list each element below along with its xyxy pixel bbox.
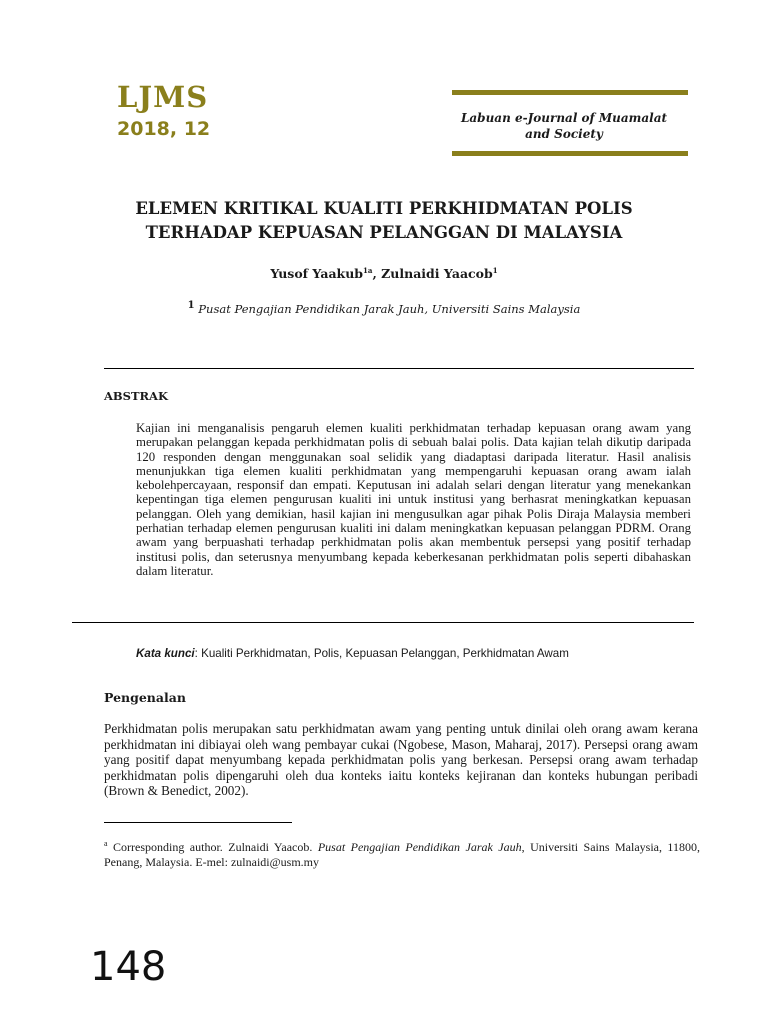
affiliation-text: Pusat Pengajian Pendidikan Jarak Jauh, Universiti Sains Malaysia — [198, 301, 581, 316]
abstract-heading: ABSTRAK — [104, 389, 168, 403]
footnote-suffix: , Universiti Sains Malaysia, 11800, Penang, Malaysia. E-mel: zulnaidi@usm.my — [104, 840, 700, 869]
intro-heading: Pengenalan — [104, 690, 186, 705]
keywords-colon: : — [194, 647, 202, 660]
author-list — [60, 266, 708, 281]
author-separator: , — [372, 266, 382, 282]
journal-name — [440, 110, 688, 142]
keywords-text: Kualiti Perkhidmatan, Polis, Kepuasan Pelanggan, Perkhidmatan Awam — [201, 647, 569, 660]
divider-bottom — [72, 622, 694, 623]
footnote-mark: a — [104, 839, 108, 848]
keywords — [136, 647, 691, 660]
footnote — [104, 836, 700, 870]
keywords-label: Kata kunci — [136, 647, 195, 660]
journal-year-issue: 2018, 12 — [117, 118, 211, 140]
article-title — [60, 197, 708, 245]
footnote-rule — [104, 822, 292, 823]
journal-code: LJMS — [117, 80, 209, 114]
title-line-2: TERHADAP KEPUASAN PELANGGAN DI MALAYSIA — [145, 223, 623, 242]
intro-text: Perkhidmatan polis merupakan satu perkhidmatan awam yang penting untuk dinilai oleh orang awam kerana perkhidmatan ini dibiayai oleh wang pembayar cukai (Ngobese, Mason, Maharaj, 2017). Persepsi orang awam yang positif dapat menyumbang kepada perkhidmatan polis yang berkesan. Persepsi orang awam terhadap perkhidmatan polis dipengaruhi oleh dua konteks iaitu konteks kejiranan dan konteks hubungan peribadi (Brown & Benedict, 2002). — [104, 721, 698, 798]
affiliation — [60, 300, 708, 316]
author-1-marks: 1a — [363, 266, 373, 275]
title-line-1: ELEMEN KRITIKAL KUALITI PERKHIDMATAN POLIS — [135, 199, 633, 218]
journal-name-line2: and Society — [525, 127, 603, 141]
header-bar-top — [452, 90, 688, 95]
journal-name-line1: Labuan e-Journal of Muamalat — [460, 111, 668, 125]
header-bar-bottom — [452, 151, 688, 156]
author-2-marks: 1 — [492, 266, 498, 275]
affiliation-mark: 1 — [187, 300, 195, 311]
page-number: 148 — [90, 944, 167, 990]
author-1: Yusof Yaakub — [270, 266, 364, 282]
abstract-text: Kajian ini menganalisis pengaruh elemen kualiti perkhidmatan terhadap kepuasan orang awam yang merupakan pelanggan kepada perkhidmatan polis di sebuah balai polis. Data kajian telah dikutip daripada 120 responden dengan menggunakan soal selidik yang diadaptasi daripada literatur. Hasil analisis menunjukkan tiga elemen kualiti perkhidmatan yang mempengaruhi kepuasan orang awam ialah kebolehpercayaan, responsif dan empati. Keputusan ini adalah selari dengan literatur yang menekankan kepentingan tiga elemen pengurusan kualiti ini untuk institusi yang berhasrat meningkatkan kepuasan pelanggan. Oleh yang demikian, hasil kajian ini mengusulkan agar pihak Polis Diraja Malaysia memberi perhatian terhadap elemen pengurusan kualiti ini dalam meningkatkan kepuasan pelanggan PDRM. Orang awam yang berpuashati terhadap perkhidmatan polis akan membentuk persepsi yang positif terhadap institusi polis, dan seterusnya menyumbang kepada keberkesanan perkhidmatan polis seperti dibahaskan dalam literatur. — [136, 421, 691, 578]
author-2: Zulnaidi Yaacob — [381, 266, 493, 282]
divider-top — [104, 368, 694, 369]
footnote-italic: Pusat Pengajian Pendidikan Jarak Jauh — [317, 840, 522, 854]
footnote-prefix: Corresponding author. Zulnaidi Yaacob. — [107, 840, 318, 854]
